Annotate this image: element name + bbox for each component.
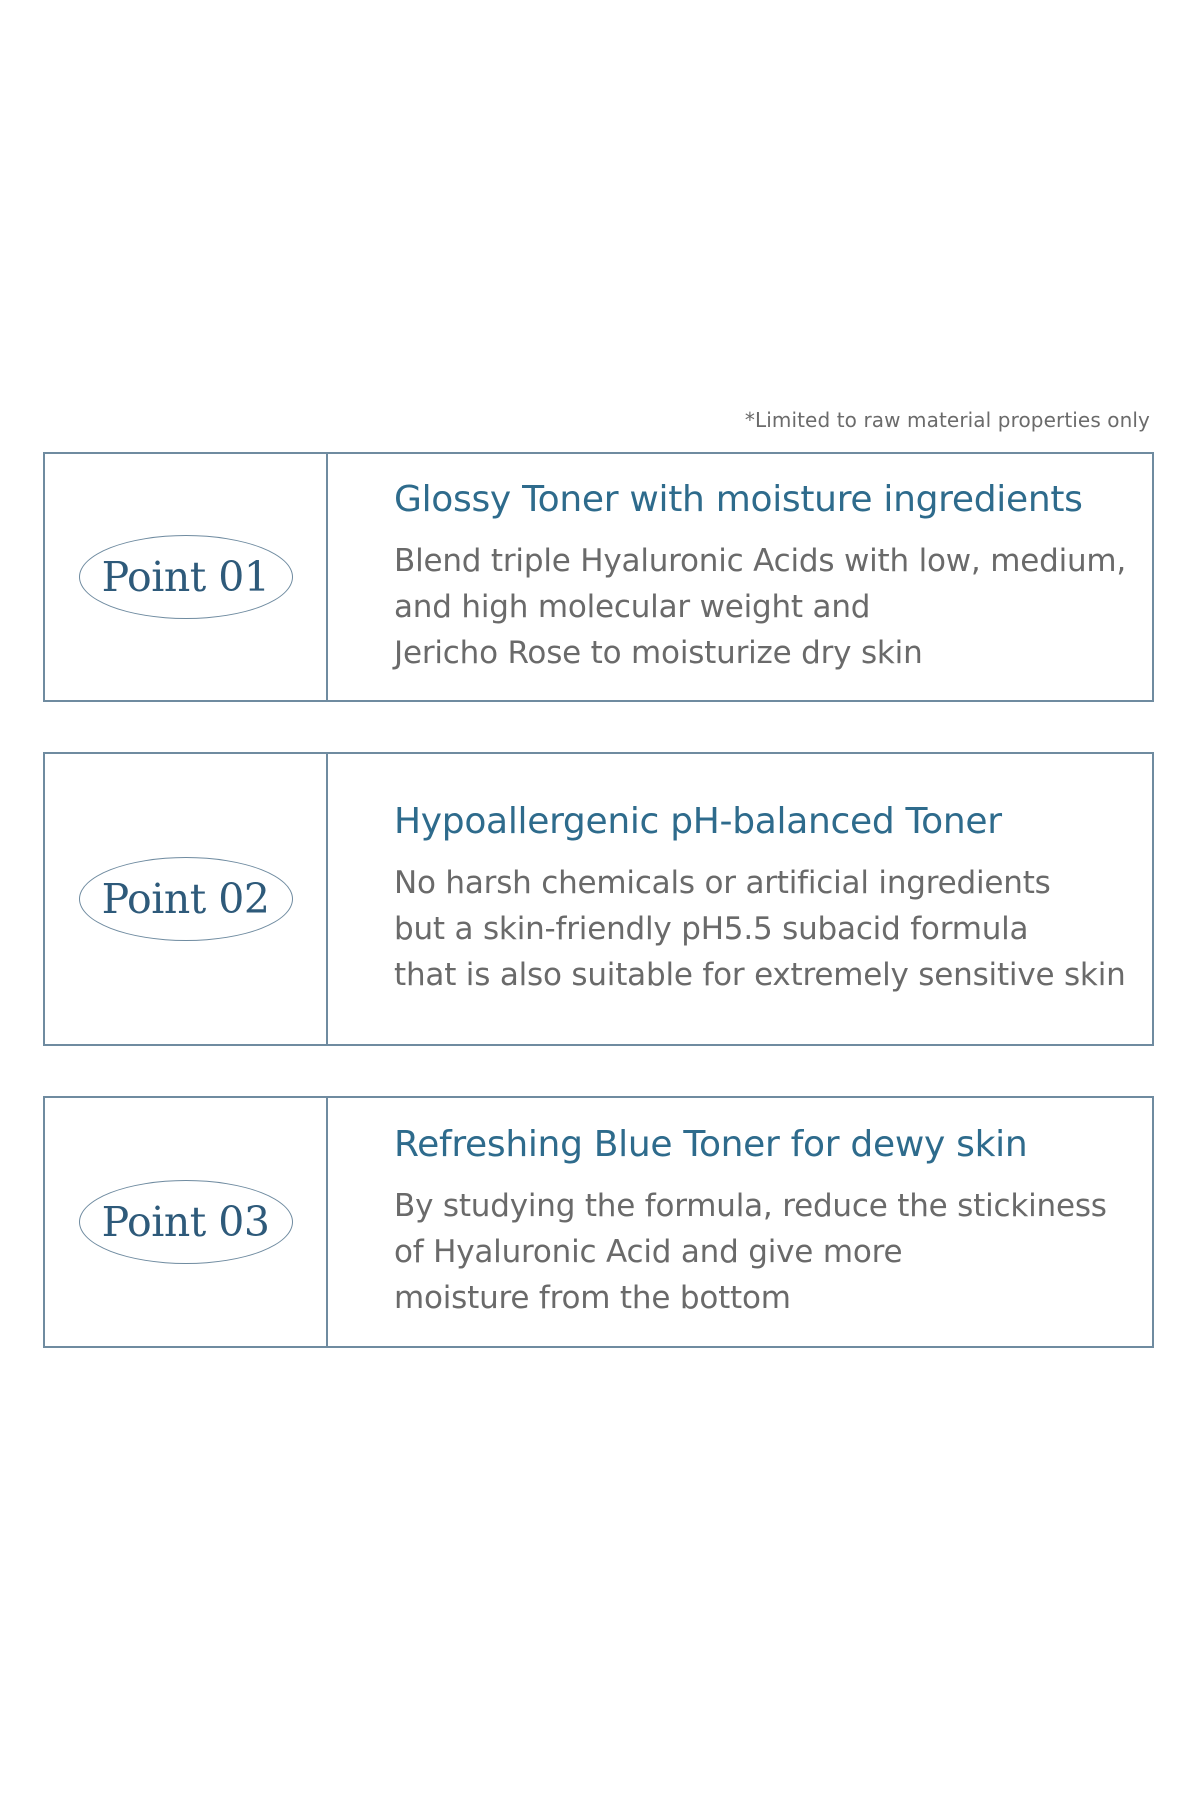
point-description <box>394 1183 1132 1321</box>
point-content <box>328 754 1152 1044</box>
description-line: By studying the formula, reduce the stickiness <box>394 1187 1107 1224</box>
disclaimer-note: *Limited to raw material properties only <box>744 408 1150 432</box>
point-heading: Glossy Toner with moisture ingredients <box>394 478 1083 520</box>
point-heading: Hypoallergenic pH-balanced Toner <box>394 800 1002 842</box>
description-line: of Hyaluronic Acid and give more <box>394 1233 903 1270</box>
point-description <box>394 860 1132 998</box>
point-badge-cell <box>45 1098 328 1346</box>
point-card-02 <box>43 752 1154 1046</box>
description-line: No harsh chemicals or artificial ingredients <box>394 864 1051 901</box>
point-badge: Point 03 <box>79 1180 293 1264</box>
point-card-03 <box>43 1096 1154 1348</box>
description-line: Jericho Rose to moisturize dry skin <box>394 634 923 671</box>
point-badge-cell <box>45 754 328 1044</box>
description-line: but a skin-friendly pH5.5 subacid formula <box>394 910 1029 947</box>
point-content <box>328 1098 1152 1346</box>
description-line: and high molecular weight and <box>394 588 871 625</box>
description-line: Blend triple Hyaluronic Acids with low, medium, <box>394 542 1127 579</box>
point-description <box>394 538 1132 676</box>
point-badge-cell <box>45 454 328 700</box>
point-heading: Refreshing Blue Toner for dewy skin <box>394 1123 1028 1165</box>
point-card-01 <box>43 452 1154 702</box>
point-badge: Point 01 <box>79 535 293 619</box>
point-content <box>328 454 1152 700</box>
point-badge: Point 02 <box>79 857 293 941</box>
description-line: moisture from the bottom <box>394 1279 791 1316</box>
description-line: that is also suitable for extremely sensitive skin <box>394 956 1126 993</box>
